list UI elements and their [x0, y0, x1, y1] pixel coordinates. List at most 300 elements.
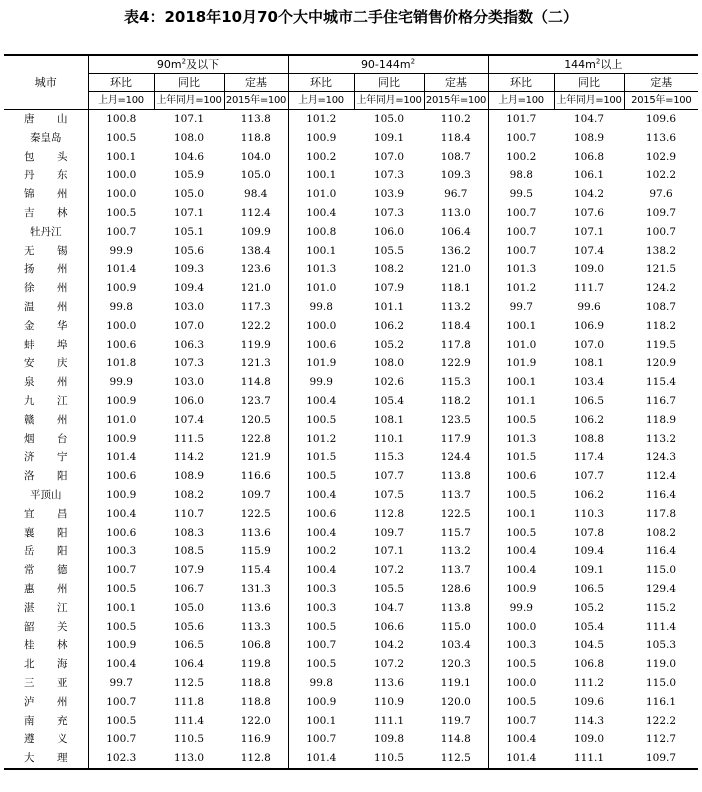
- index-value-cell: 111.8: [173, 695, 205, 708]
- index-value-cell: 106.5: [173, 639, 205, 652]
- index-value-cell: 101.3: [488, 260, 554, 279]
- index-value-cell: 100.4: [288, 392, 354, 411]
- page-title: 表4：2018年10月70个大中城市二手住宅销售价格分类指数（二）: [124, 8, 578, 26]
- index-value-cell: 117.8: [440, 338, 471, 351]
- index-value-cell: 106.4: [440, 225, 471, 238]
- index-value-cell: 100.7: [106, 733, 137, 746]
- table-row: [4, 354, 698, 373]
- index-value-cell: 112.5: [424, 749, 488, 769]
- index-value-cell: 100.2: [288, 542, 354, 561]
- city-name-cell: 蚌 埠: [4, 336, 88, 355]
- index-value-cell: 100.4: [288, 524, 354, 543]
- index-value-cell: 114.8: [440, 733, 471, 746]
- index-value-cell: 100.8: [288, 223, 354, 242]
- sub-header-yoy: 同比: [354, 74, 424, 92]
- index-value-cell: 116.4: [646, 488, 677, 501]
- index-value-cell: 114.3: [574, 714, 605, 727]
- index-value-cell: 105.0: [240, 169, 271, 182]
- index-value-cell: 99.9: [488, 599, 554, 618]
- table-row: [4, 298, 698, 317]
- index-value-cell: 100.3: [106, 545, 137, 558]
- index-value-cell: 115.3: [440, 376, 471, 389]
- index-value-cell: 100.0: [488, 618, 554, 637]
- city-name-cell: 南 充: [4, 712, 88, 731]
- index-value-cell: 99.7: [109, 676, 133, 689]
- index-value-cell: 107.4: [173, 413, 205, 426]
- index-value-cell: 106.1: [574, 169, 605, 182]
- index-value-cell: 111.4: [173, 714, 205, 727]
- index-value-cell: 103.9: [373, 188, 405, 201]
- index-value-cell: 106.2: [373, 319, 405, 332]
- index-value-cell: 118.4: [440, 131, 471, 144]
- index-value-cell: 103.4: [574, 376, 605, 389]
- table-row: [4, 166, 698, 185]
- index-value-cell: 100.1: [488, 505, 554, 524]
- index-value-cell: 100.4: [288, 486, 354, 505]
- index-value-cell: 119.1: [440, 676, 471, 689]
- city-name-cell: 徐 州: [4, 279, 88, 298]
- index-value-cell: 104.0: [240, 150, 271, 163]
- index-value-cell: 106.8: [574, 150, 605, 163]
- index-value-cell: 122.5: [240, 507, 271, 520]
- sub-header-fixed-base: 定基: [224, 74, 288, 92]
- index-value-cell: 108.1: [373, 413, 405, 426]
- city-name-cell: 桂 林: [4, 636, 88, 655]
- table-row: [4, 542, 698, 561]
- index-value-cell: 112.5: [173, 676, 205, 689]
- index-value-cell: 105.5: [373, 582, 405, 595]
- city-name-cell: 无 锡: [4, 242, 88, 261]
- index-value-cell: 100.7: [106, 225, 137, 238]
- index-value-cell: 118.2: [646, 319, 677, 332]
- index-value-cell: 105.0: [373, 113, 405, 125]
- index-value-cell: 115.3: [373, 451, 405, 464]
- index-value-cell: 100.7: [488, 223, 554, 242]
- sub-header-yoy: 同比: [154, 74, 224, 92]
- index-value-cell: 109.9: [240, 225, 271, 238]
- index-value-cell: 119.8: [240, 658, 271, 671]
- table-row: [4, 223, 698, 242]
- index-value-cell: 107.4: [574, 244, 605, 257]
- group-header-small: $90m^2$及以下: [88, 55, 288, 74]
- index-value-cell: 107.7: [574, 470, 605, 483]
- index-value-cell: 122.0: [240, 714, 271, 727]
- index-value-cell: 104.6: [173, 150, 205, 163]
- index-value-cell: 109.8: [373, 733, 405, 746]
- index-value-cell: 112.4: [646, 470, 677, 483]
- city-name-cell: 温 州: [4, 298, 88, 317]
- index-value-cell: 100.7: [488, 204, 554, 223]
- index-value-cell: 100.1: [106, 601, 137, 614]
- table-body: [4, 110, 698, 769]
- index-value-cell: 121.3: [240, 357, 271, 370]
- index-value-cell: 107.0: [574, 338, 605, 351]
- table-row: [4, 712, 698, 731]
- sub-header-mom: 环比: [488, 74, 554, 92]
- index-value-cell: 101.3: [288, 260, 354, 279]
- index-value-cell: 110.5: [173, 733, 205, 746]
- index-value-cell: 108.2: [373, 263, 405, 276]
- sub-header-fixed-base: 定基: [624, 74, 698, 92]
- index-value-cell: 109.6: [646, 113, 677, 125]
- index-value-cell: 101.5: [488, 448, 554, 467]
- index-value-cell: 100.6: [288, 336, 354, 355]
- index-value-cell: 103.0: [173, 376, 205, 389]
- index-value-cell: 110.2: [440, 113, 471, 125]
- base-label-same-month-last-year: 上年同月=100: [354, 92, 424, 110]
- index-value-cell: 99.8: [288, 674, 354, 693]
- index-value-cell: 109.1: [373, 131, 405, 144]
- index-value-cell: 129.4: [646, 582, 677, 595]
- index-value-cell: 106.5: [574, 394, 605, 407]
- index-value-cell: 104.7: [574, 113, 605, 125]
- index-value-cell: 121.0: [240, 282, 271, 295]
- index-value-cell: 100.7: [106, 695, 137, 708]
- index-value-cell: 113.0: [154, 749, 224, 769]
- index-value-cell: 118.9: [646, 413, 677, 426]
- index-value-cell: 111.7: [574, 282, 605, 295]
- index-value-cell: 122.2: [240, 319, 271, 332]
- index-value-cell: 100.5: [106, 582, 137, 595]
- index-value-cell: 112.8: [373, 507, 405, 520]
- index-value-cell: 101.0: [106, 413, 137, 426]
- city-name-cell: 包 头: [4, 148, 88, 167]
- index-value-cell: 100.0: [288, 317, 354, 336]
- index-value-cell: 101.4: [288, 749, 354, 769]
- city-name-cell: 吉 林: [4, 204, 88, 223]
- index-value-cell: 124.4: [440, 451, 471, 464]
- index-value-cell: 120.5: [240, 413, 271, 426]
- index-value-cell: 100.1: [488, 317, 554, 336]
- index-value-cell: 100.9: [106, 394, 137, 407]
- index-value-cell: 107.5: [373, 488, 405, 501]
- index-value-cell: 105.2: [574, 601, 605, 614]
- index-value-cell: 107.1: [373, 545, 405, 558]
- index-value-cell: 107.1: [173, 113, 205, 125]
- sub-header-yoy: 同比: [554, 74, 624, 92]
- index-value-cell: 107.3: [373, 169, 405, 182]
- index-value-cell: 100.4: [106, 658, 137, 671]
- index-value-cell: 109.7: [646, 206, 677, 219]
- city-name-cell: 丹 东: [4, 166, 88, 185]
- index-value-cell: 100.2: [288, 148, 354, 167]
- city-name-cell: 赣 州: [4, 411, 88, 430]
- index-value-cell: 106.9: [574, 319, 605, 332]
- index-value-cell: 100.5: [288, 655, 354, 674]
- base-label-last-month: 上月=100: [88, 92, 154, 110]
- index-value-cell: 100.6: [106, 470, 137, 483]
- index-value-cell: 118.8: [240, 695, 271, 708]
- index-value-cell: 105.6: [173, 244, 205, 257]
- table-row: [4, 599, 698, 618]
- index-value-cell: 117.4: [574, 451, 605, 464]
- index-value-cell: 108.2: [646, 526, 677, 539]
- table-row: [4, 448, 698, 467]
- index-value-cell: 138.4: [240, 244, 271, 257]
- sub-header-fixed-base: 定基: [424, 74, 488, 92]
- index-value-cell: 114.2: [173, 451, 205, 464]
- index-value-cell: 116.7: [646, 394, 677, 407]
- index-value-cell: 113.7: [440, 488, 471, 501]
- index-value-cell: 100.7: [488, 712, 554, 731]
- index-value-cell: 110.1: [373, 432, 405, 445]
- index-value-cell: 100.9: [288, 129, 354, 148]
- index-value-cell: 109.4: [173, 282, 205, 295]
- index-value-cell: 114.8: [240, 376, 271, 389]
- index-value-cell: 100.4: [288, 561, 354, 580]
- sub-header-mom: 环比: [88, 74, 154, 92]
- index-value-cell: 111.2: [574, 676, 605, 689]
- table-row: [4, 655, 698, 674]
- index-value-cell: 113.2: [646, 432, 677, 445]
- index-value-cell: 109.0: [574, 263, 605, 276]
- index-value-cell: 100.1: [106, 150, 137, 163]
- index-value-cell: 115.7: [440, 526, 471, 539]
- index-value-cell: 106.8: [240, 639, 271, 652]
- index-value-cell: 115.0: [646, 564, 677, 577]
- index-value-cell: 99.9: [109, 376, 133, 389]
- index-value-cell: 107.0: [373, 150, 405, 163]
- index-value-cell: 100.5: [288, 618, 354, 637]
- index-value-cell: 106.0: [373, 225, 405, 238]
- index-value-cell: 100.2: [488, 148, 554, 167]
- index-value-cell: 109.7: [240, 488, 271, 501]
- index-value-cell: 102.3: [88, 749, 154, 769]
- index-value-cell: 113.7: [440, 564, 471, 577]
- index-value-cell: 105.0: [173, 188, 205, 201]
- index-value-cell: 113.6: [373, 676, 405, 689]
- table-row: [4, 242, 698, 261]
- index-value-cell: 105.2: [373, 338, 405, 351]
- index-value-cell: 111.5: [173, 432, 205, 445]
- city-name-cell: 北 海: [4, 655, 88, 674]
- index-value-cell: 106.0: [173, 394, 205, 407]
- index-value-cell: 101.4: [488, 749, 554, 769]
- index-value-cell: 100.6: [488, 467, 554, 486]
- index-value-cell: 106.8: [574, 658, 605, 671]
- index-value-cell: 100.0: [106, 169, 137, 182]
- index-value-cell: 101.1: [488, 392, 554, 411]
- index-value-cell: 102.2: [646, 169, 677, 182]
- index-value-cell: 106.6: [373, 620, 405, 633]
- index-value-cell: 100.1: [288, 242, 354, 261]
- index-value-cell: 101.2: [488, 279, 554, 298]
- index-value-cell: 100.7: [288, 730, 354, 749]
- index-value-cell: 116.4: [646, 545, 677, 558]
- table-row: [4, 148, 698, 167]
- city-name-cell: 洛 阳: [4, 467, 88, 486]
- city-name-cell: 遵 义: [4, 730, 88, 749]
- index-value-cell: 107.1: [574, 225, 605, 238]
- index-value-cell: 100.5: [488, 655, 554, 674]
- index-value-cell: 100.3: [288, 580, 354, 599]
- base-label-same-month-last-year: 上年同月=100: [154, 92, 224, 110]
- index-value-cell: 102.6: [373, 376, 405, 389]
- index-value-cell: 99.6: [577, 300, 601, 313]
- index-value-cell: 99.8: [288, 298, 354, 317]
- index-value-cell: 121.5: [646, 263, 677, 276]
- index-value-cell: 100.5: [488, 411, 554, 430]
- index-value-cell: 107.6: [574, 206, 605, 219]
- index-value-cell: 100.1: [288, 712, 354, 731]
- index-value-cell: 100.0: [106, 188, 137, 201]
- price-index-table: [4, 54, 698, 770]
- index-value-cell: 100.9: [106, 488, 137, 501]
- index-value-cell: 101.0: [488, 336, 554, 355]
- table-row: [4, 467, 698, 486]
- index-value-cell: 108.7: [646, 300, 677, 313]
- index-value-cell: 115.0: [646, 676, 677, 689]
- index-value-cell: 131.3: [240, 582, 271, 595]
- index-value-cell: 123.5: [440, 413, 471, 426]
- index-value-cell: 100.7: [106, 564, 137, 577]
- index-value-cell: 100.6: [106, 526, 137, 539]
- index-value-cell: 107.9: [173, 564, 205, 577]
- table-row: [4, 411, 698, 430]
- index-value-cell: 110.5: [354, 749, 424, 769]
- index-value-cell: 100.9: [106, 432, 137, 445]
- city-name-cell: 湛 江: [4, 599, 88, 618]
- index-value-cell: 100.5: [106, 206, 137, 219]
- index-value-cell: 108.8: [574, 432, 605, 445]
- index-value-cell: 115.4: [646, 376, 677, 389]
- index-value-cell: 106.3: [173, 338, 205, 351]
- index-value-cell: 100.6: [288, 505, 354, 524]
- table-row: [4, 373, 698, 392]
- city-name-cell: 安 庆: [4, 354, 88, 373]
- index-value-cell: 106.2: [574, 413, 605, 426]
- index-value-cell: 99.8: [109, 300, 133, 313]
- city-name-cell: 金 华: [4, 317, 88, 336]
- index-value-cell: 106.2: [574, 488, 605, 501]
- index-value-cell: 115.2: [646, 601, 677, 614]
- index-value-cell: 108.7: [440, 150, 471, 163]
- index-value-cell: 104.5: [574, 639, 605, 652]
- index-value-cell: 105.4: [373, 394, 405, 407]
- index-value-cell: 103.4: [440, 639, 471, 652]
- index-value-cell: 118.8: [240, 131, 271, 144]
- index-value-cell: 99.9: [109, 244, 133, 257]
- index-value-cell: 100.4: [488, 542, 554, 561]
- index-value-cell: 113.6: [240, 526, 271, 539]
- index-value-cell: 113.0: [440, 206, 471, 219]
- index-value-cell: 109.7: [373, 526, 405, 539]
- index-value-cell: 108.0: [173, 131, 205, 144]
- group-header-large: $144m^2$以上: [488, 55, 698, 74]
- index-value-cell: 116.1: [646, 695, 677, 708]
- index-value-cell: 100.9: [106, 639, 137, 652]
- city-name-cell: 锦 州: [4, 185, 88, 204]
- index-value-cell: 110.7: [173, 507, 205, 520]
- index-value-cell: 107.7: [373, 470, 405, 483]
- index-value-cell: 124.2: [646, 282, 677, 295]
- city-name-cell: 秦皇岛: [4, 129, 88, 148]
- index-value-cell: 122.2: [646, 714, 677, 727]
- index-value-cell: 100.7: [488, 242, 554, 261]
- index-value-cell: 100.5: [488, 693, 554, 712]
- index-value-cell: 101.8: [106, 357, 137, 370]
- index-value-cell: 119.0: [646, 658, 677, 671]
- index-value-cell: 97.6: [649, 188, 673, 201]
- table-row: [4, 430, 698, 449]
- city-name-cell: 泸 州: [4, 693, 88, 712]
- index-value-cell: 105.5: [373, 244, 405, 257]
- index-value-cell: 100.3: [488, 636, 554, 655]
- index-value-cell: 107.8: [574, 526, 605, 539]
- index-value-cell: 100.1: [288, 166, 354, 185]
- index-value-cell: 104.2: [373, 639, 405, 652]
- index-value-cell: 105.4: [574, 620, 605, 633]
- index-value-cell: 113.2: [440, 545, 471, 558]
- table-row: [4, 317, 698, 336]
- city-name-cell: 牡丹江: [4, 223, 88, 242]
- city-name-cell: 岳 阳: [4, 542, 88, 561]
- index-value-cell: 113.8: [240, 113, 271, 125]
- index-value-cell: 117.8: [646, 507, 677, 520]
- index-value-cell: 107.2: [373, 564, 405, 577]
- base-label-last-month: 上月=100: [288, 92, 354, 110]
- index-value-cell: 105.6: [173, 620, 205, 633]
- index-value-cell: 106.4: [173, 658, 205, 671]
- index-value-cell: 100.5: [106, 620, 137, 633]
- index-value-cell: 118.8: [240, 676, 271, 689]
- index-value-cell: 124.3: [646, 451, 677, 464]
- city-name-cell: 烟 台: [4, 430, 88, 449]
- index-value-cell: 111.1: [554, 749, 624, 769]
- index-value-cell: 101.4: [106, 451, 137, 464]
- index-value-cell: 101.7: [488, 110, 554, 129]
- index-value-cell: 108.2: [173, 488, 205, 501]
- index-value-cell: 122.5: [440, 507, 471, 520]
- index-value-cell: 108.9: [173, 470, 205, 483]
- index-value-cell: 107.3: [173, 357, 205, 370]
- base-label-2015: 2015年=100: [424, 92, 488, 110]
- index-value-cell: 101.9: [288, 354, 354, 373]
- index-value-cell: 109.3: [173, 263, 205, 276]
- index-value-cell: 110.3: [574, 507, 605, 520]
- index-value-cell: 136.2: [440, 244, 471, 257]
- table-row: [4, 336, 698, 355]
- index-value-cell: 100.5: [288, 411, 354, 430]
- table-row: [4, 693, 698, 712]
- index-value-cell: 115.9: [240, 545, 271, 558]
- index-value-cell: 113.8: [440, 470, 471, 483]
- index-value-cell: 106.7: [173, 582, 205, 595]
- table-row: [4, 260, 698, 279]
- table-row: [4, 580, 698, 599]
- table-row: [4, 636, 698, 655]
- index-value-cell: 138.2: [646, 244, 677, 257]
- table-row: [4, 749, 698, 769]
- index-value-cell: 111.4: [646, 620, 677, 633]
- index-value-cell: 122.8: [240, 432, 271, 445]
- group-header-medium: $90-144m^2$: [288, 55, 488, 74]
- index-value-cell: 108.9: [574, 131, 605, 144]
- index-value-cell: 120.0: [440, 695, 471, 708]
- city-name-cell: 韶 关: [4, 618, 88, 637]
- index-value-cell: 100.7: [646, 225, 677, 238]
- index-value-cell: 123.6: [240, 263, 271, 276]
- index-value-cell: 100.9: [106, 282, 137, 295]
- city-name-cell: 济 宁: [4, 448, 88, 467]
- index-value-cell: 119.7: [440, 714, 471, 727]
- index-value-cell: 100.7: [288, 636, 354, 655]
- table-row: [4, 204, 698, 223]
- city-name-cell: 宜 昌: [4, 505, 88, 524]
- index-value-cell: 105.3: [646, 639, 677, 652]
- index-value-cell: 100.5: [288, 467, 354, 486]
- index-value-cell: 107.3: [373, 206, 405, 219]
